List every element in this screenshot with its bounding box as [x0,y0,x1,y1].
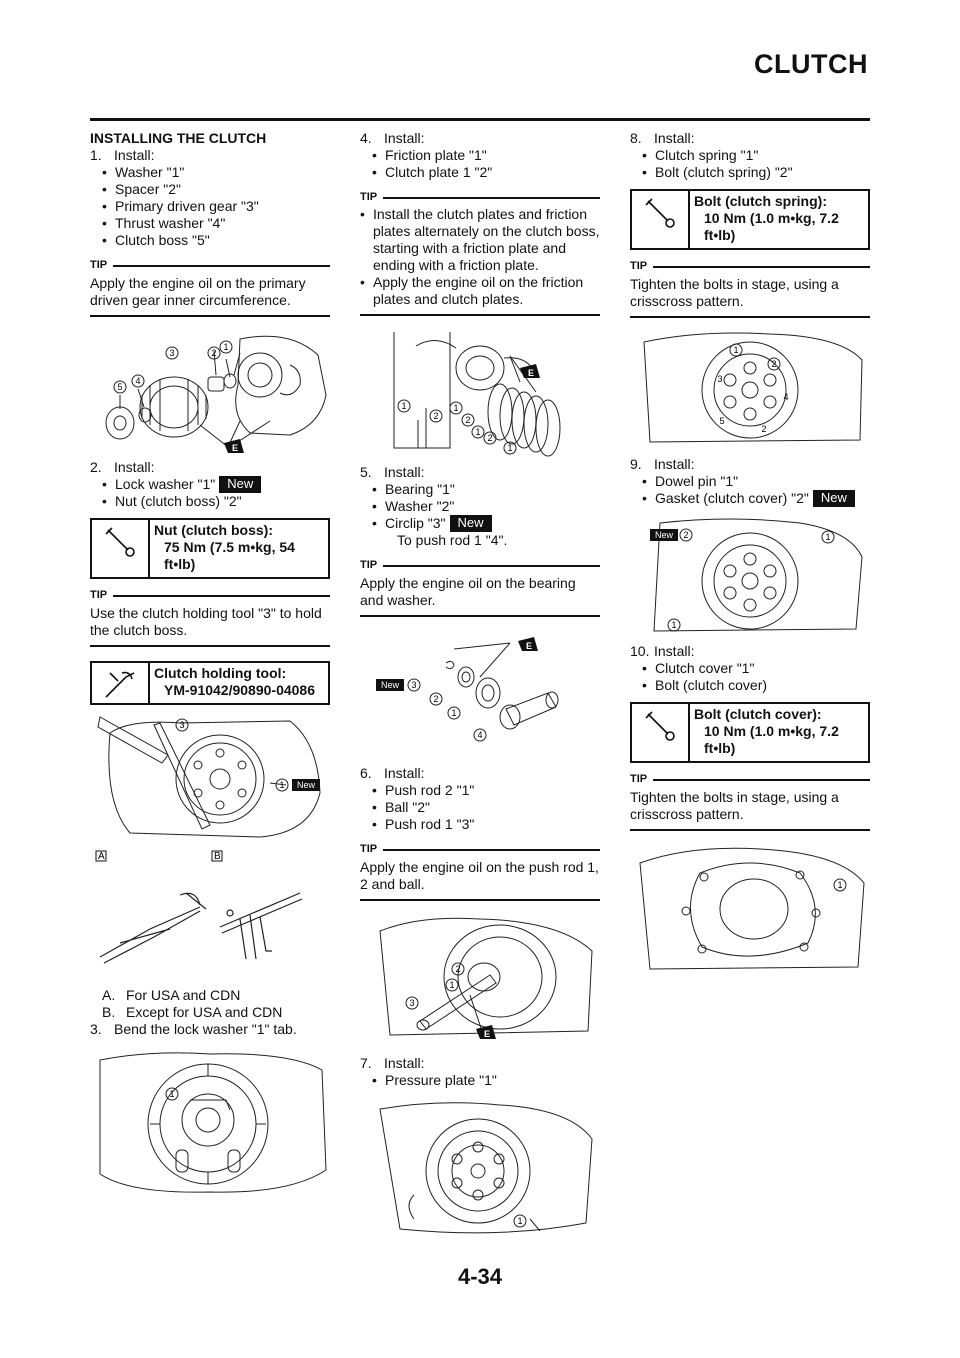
step-1 [90,147,330,164]
oil-badge-label: E [525,641,533,651]
legend-text: For USA and CDN [126,987,241,1003]
tip-box [630,258,870,318]
step-7 [360,1055,600,1072]
tip-text: Use the clutch holding tool "3" to hold the clutch boss. [90,605,322,638]
new-badge-label: New [654,530,674,540]
figure-label-b: B [214,851,221,862]
spec-value: YM-91042/90890-04086 [164,682,316,698]
spec-value: 10 Nm (1.0 m•kg, 7.2 ft•lb) [704,723,839,756]
list-item-text: Lock washer "1" [115,476,216,492]
clutch-cover-illustration [630,843,870,973]
list-item: • Pressure plate "1" [372,1072,497,1088]
step-number: 5. [360,464,372,480]
legend-text: Except for USA and CDN [126,1004,283,1020]
tip-box [90,257,330,317]
step-3 [90,1021,330,1038]
holding-tool-icon [102,667,138,703]
list-item: • Circlip "3" New [360,515,600,532]
list-item-text: Friction plate "1" [385,147,487,163]
step-title: Install: [384,1055,425,1071]
step-title: Install: [384,765,425,781]
legend-item [102,987,330,1004]
list-item-text: Clutch cover "1" [655,660,755,676]
clutch-spring-bolts-illustration [630,330,870,450]
tip-item: • Apply the engine oil on the friction plates and clutch plates. [360,274,600,308]
list-item-text: Dowel pin "1" [655,473,739,489]
step-number: 3. [90,1021,102,1037]
list-item-text: Bolt (clutch cover) [655,677,768,693]
column-1 [90,130,330,1196]
callout-3: 3 [717,374,723,384]
tip-box [360,189,600,316]
spec-title: Bolt (clutch spring): [694,193,827,209]
torque-wrench-icon [642,708,678,744]
callout-1: 1 [453,403,459,413]
tip-text: Tighten the bolts in stage, using a crisscross pattern. [630,789,839,822]
figure-label-a: A [98,851,105,862]
spec-title: Bolt (clutch cover): [694,706,822,722]
callout-1: 1 [279,780,285,790]
page-title: CLUTCH [754,49,868,79]
spec-title: Clutch holding tool: [154,665,287,681]
list-item-text: Bolt (clutch spring) "2" [655,164,793,180]
step-title: Install: [384,464,425,480]
lock-washer-illustration [90,1050,330,1196]
tip-label: TIP [90,259,108,271]
callout-2: 2 [211,348,217,358]
step-number: 9. [630,456,642,472]
tip-label: TIP [630,260,648,272]
oil-badge-label: E [483,1029,491,1039]
oil-badge-label: E [527,368,535,378]
tip-box [360,841,600,901]
column-3 [630,130,870,973]
callout-2: 2 [455,964,461,974]
list-item-text: Gasket (clutch cover) "2" [655,490,809,506]
callout-4: 4 [135,376,141,386]
list-item-text: Nut (clutch boss) "2" [115,493,242,509]
torque-wrench-icon [102,524,138,560]
tip-box [90,587,330,647]
callout-2: 2 [761,424,767,434]
section-heading: INSTALLING THE CLUTCH [90,130,267,146]
step-title: Bend the lock washer "1" tab. [114,1021,297,1037]
page-number: 4-34 [457,1264,503,1289]
step-10 [630,643,870,660]
step-note: To push rod 1 "4". [397,532,508,548]
clutch-holding-tool-illustration [90,713,330,841]
callout-5: 5 [117,382,123,392]
step-title: Install: [654,130,695,146]
spec-box [630,189,870,250]
callout-1: 1 [671,620,677,630]
oil-badge-label: E [231,443,239,453]
tip-text: Tighten the bolts in stage, using a crisscross pattern. [630,276,839,309]
callout-5: 5 [719,416,725,426]
list-item-text: Clutch plate 1 "2" [385,164,493,180]
list-item-text: Primary driven gear "3" [115,198,259,214]
callout-1: 1 [733,345,739,355]
step-number: 2. [90,459,102,475]
spec-box [90,661,330,705]
push-rod-install-illustration [360,911,600,1049]
step-6 [360,765,600,782]
callout-2: 2 [433,694,439,704]
list-item-text: Circlip "3" [385,515,446,531]
tip-item: • Install the clutch plates and friction plates alternately on the clutch boss, starting with a friction plate and ending with a friction plate. [360,206,600,273]
list-item: • Nut (clutch boss) "2" [102,493,242,509]
callout-2: 2 [683,530,689,540]
list-item-text: Push rod 1 "3" [385,816,475,832]
tip-text: Apply the engine oil on the primary driven gear inner circumference. [90,275,306,308]
list-item-text: Pressure plate "1" [385,1072,497,1088]
pressure-plate-illustration [360,1099,600,1239]
step-title: Install: [384,130,425,146]
torque-wrench-icon [642,195,678,231]
list-item: • Dowel pin "1" [642,473,739,489]
new-badge: New [813,490,855,507]
callout-1: 1 [223,342,229,352]
step-4 [360,130,600,147]
tip-label: TIP [360,559,378,571]
step-title: Install: [114,147,155,163]
spec-title: Nut (clutch boss): [154,522,273,538]
list-item-text: Thrust washer "4" [115,215,226,231]
callout-1: 1 [401,401,407,411]
callout-1: 1 [169,1089,175,1099]
tool-variants-illustration [90,847,330,977]
callout-3: 3 [411,680,417,690]
callout-2: 2 [465,415,471,425]
tip-label: TIP [630,773,648,785]
list-item: • Washer "1" [102,164,185,180]
list-item: • Clutch boss "5" [102,232,210,248]
list-item-text: Bearing "1" [385,481,455,497]
step-number: 7. [360,1055,372,1071]
callout-1: 1 [507,443,513,453]
callout-1: 1 [517,1216,523,1226]
callout-3: 3 [409,998,415,1008]
callout-2: 2 [487,433,493,443]
legend-item [102,1004,330,1021]
list-item: • Lock washer "1" New [90,476,330,493]
step-number: 10. [630,643,650,659]
step-number: 6. [360,765,372,781]
spec-box [90,518,330,579]
list-item: • Clutch plate 1 "2" [372,164,493,180]
callout-1: 1 [825,532,831,542]
tip-box [360,557,600,617]
list-item: • Friction plate "1" [372,147,487,163]
spec-value: 75 Nm (7.5 m•kg, 54 ft•lb) [164,539,295,572]
step-title: Install: [654,456,695,472]
list-item-text: Spacer "2" [115,181,181,197]
list-item: • Thrust washer "4" [102,215,226,231]
step-5 [360,464,600,481]
callout-1: 1 [449,980,455,990]
list-item: • Primary driven gear "3" [102,198,259,214]
legend-key: A. [102,987,116,1003]
list-item: • Clutch cover "1" [642,660,755,676]
list-item: • Washer "2" [372,498,455,514]
tip-item-text: Install the clutch plates and friction plates alternately on the clutch boss, starting with a friction plate and ending with a friction plate. [373,206,600,273]
tip-label: TIP [360,191,378,203]
list-item: • Gasket (clutch cover) "2" New [630,490,870,507]
tip-box [630,771,870,831]
clutch-assembly-illustration [90,325,330,453]
legend-key: B. [102,1004,116,1020]
list-item: • Bolt (clutch cover) [642,677,768,693]
callout-4: 4 [477,730,483,740]
list-item-text: Clutch spring "1" [655,147,759,163]
tip-label: TIP [360,843,378,855]
tip-label: TIP [90,589,108,601]
list-item: • Clutch spring "1" [642,147,759,163]
new-badge: New [219,476,261,493]
list-item: • Bearing "1" [372,481,455,497]
callout-4: 4 [783,392,789,402]
tip-item-text: Apply the engine oil on the friction plates and clutch plates. [373,274,584,307]
push-rod-bearing-illustration [360,629,600,759]
new-badge-label: New [296,780,316,790]
step-title: Install: [114,459,155,475]
list-item: • Push rod 2 "1" [372,782,475,798]
step-number: 4. [360,130,372,146]
callout-2: 2 [771,359,777,369]
figure-legend [90,987,330,1021]
spec-box [630,702,870,763]
tip-text: Apply the engine oil on the bearing and washer. [360,575,576,608]
dowel-gasket-illustration [630,517,870,637]
new-badge-label: New [380,680,400,690]
spec-value: 10 Nm (1.0 m•kg, 7.2 ft•lb) [704,210,839,243]
callout-2: 2 [433,411,439,421]
list-item-text: Washer "1" [115,164,185,180]
step-2 [90,459,330,476]
callout-1: 1 [451,708,457,718]
callout-1: 1 [837,880,843,890]
column-2 [360,130,600,1239]
list-item: • Bolt (clutch spring) "2" [642,164,793,180]
step-title: Install: [654,643,695,659]
header-rule [90,118,870,121]
callout-3: 3 [169,348,175,358]
callout-3: 3 [179,720,185,730]
new-badge: New [450,515,492,532]
tip-text: Apply the engine oil on the push rod 1, 2 and ball. [360,859,599,892]
list-item: • Push rod 1 "3" [372,816,475,832]
list-item-text: Ball "2" [385,799,430,815]
list-item-text: Washer "2" [385,498,455,514]
step-number: 8. [630,130,642,146]
clutch-plates-illustration [360,328,600,458]
step-9 [630,456,870,473]
list-item: • Spacer "2" [102,181,181,197]
callout-1: 1 [475,427,481,437]
list-item-text: Push rod 2 "1" [385,782,475,798]
step-8 [630,130,870,147]
list-item: • Ball "2" [372,799,430,815]
step-number: 1. [90,147,102,163]
list-item-text: Clutch boss "5" [115,232,210,248]
